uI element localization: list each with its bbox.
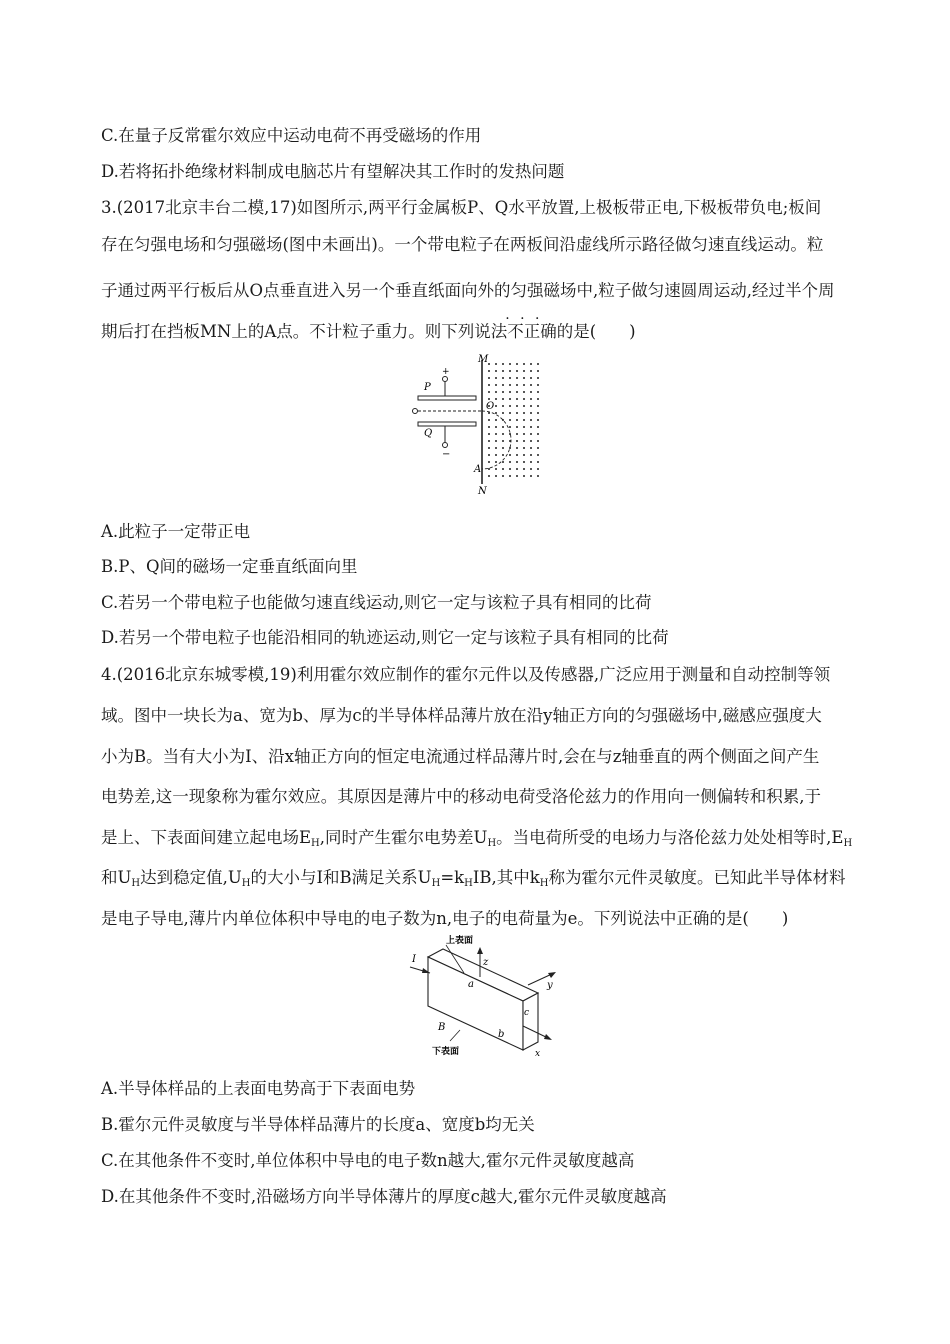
field-dot xyxy=(537,405,539,407)
field-dot xyxy=(523,461,525,463)
label-c: c xyxy=(524,1008,530,1018)
label-y: y xyxy=(547,980,553,991)
label-q: Q xyxy=(424,428,433,439)
field-dot xyxy=(537,440,539,442)
field-dot xyxy=(495,440,497,442)
field-dot xyxy=(516,454,518,456)
field-dot xyxy=(502,433,504,435)
label-top-face: 上表面 xyxy=(446,936,474,946)
field-dot xyxy=(523,370,525,372)
field-dot xyxy=(537,398,539,400)
subscript-h: H xyxy=(431,878,441,889)
subscript-h: H xyxy=(843,838,853,849)
slab-right-face xyxy=(523,993,538,1050)
field-dot xyxy=(488,426,490,428)
field-dot xyxy=(537,475,539,477)
field-dot xyxy=(537,461,539,463)
field-dot xyxy=(523,377,525,379)
field-dot xyxy=(530,433,532,435)
field-dot xyxy=(516,377,518,379)
field-dot xyxy=(509,377,511,379)
field-dot xyxy=(537,454,539,456)
q2-option-c: C.在量子反常霍尔效应中运动电荷不再受磁场的作用 xyxy=(101,126,482,145)
field-dot xyxy=(516,398,518,400)
field-dot xyxy=(530,461,532,463)
field-dot xyxy=(523,468,525,470)
field-dot xyxy=(495,405,497,407)
label-m: M xyxy=(478,354,489,365)
field-dot xyxy=(523,447,525,449)
field-dot xyxy=(509,475,511,477)
field-dot xyxy=(495,412,497,414)
field-dot xyxy=(495,384,497,386)
field-dot xyxy=(488,398,490,400)
q3-figure xyxy=(400,352,550,497)
q3-stem-line-1: 3.(2017北京丰台二模,17)如图所示,两平行金属板P、Q水平放置,上极板带正电,下极板带负电;板间 xyxy=(101,198,822,217)
field-dot xyxy=(516,475,518,477)
field-dot xyxy=(516,384,518,386)
field-dot xyxy=(530,370,532,372)
field-dot xyxy=(523,391,525,393)
q4-stem-line-6 xyxy=(101,868,846,888)
q4-stem-6d: =k xyxy=(440,868,465,887)
q4-option-d: D.在其他条件不变时,沿磁场方向半导体薄片的厚度c越大,霍尔元件灵敏度越高 xyxy=(101,1187,667,1206)
field-dot xyxy=(502,412,504,414)
field-dot xyxy=(530,440,532,442)
label-a: A xyxy=(474,464,482,475)
field-dot xyxy=(530,384,532,386)
q3-stem-line-4 xyxy=(101,322,636,342)
field-dot xyxy=(530,447,532,449)
label-n: N xyxy=(478,486,487,497)
field-dot xyxy=(488,419,490,421)
field-dot xyxy=(523,475,525,477)
field-dot xyxy=(523,363,525,365)
subscript-h: H xyxy=(241,878,251,889)
q4-stem-line-5 xyxy=(101,828,852,848)
field-dot xyxy=(495,447,497,449)
field-dot xyxy=(537,419,539,421)
field-dot xyxy=(502,447,504,449)
field-dot xyxy=(516,440,518,442)
field-dot xyxy=(523,433,525,435)
q3-stem-line-3: 子通过两平行板后从O点垂直进入另一个垂直纸面向外的匀强磁场中,粒子做匀速圆周运动,经过半个周 xyxy=(101,281,835,300)
field-dot xyxy=(502,440,504,442)
label-z: z xyxy=(483,957,489,968)
field-dot xyxy=(516,391,518,393)
field-dot xyxy=(523,419,525,421)
q3-option-a: A.此粒子一定带正电 xyxy=(101,522,251,541)
field-dot xyxy=(530,454,532,456)
field-dot xyxy=(509,468,511,470)
field-dot xyxy=(502,384,504,386)
field-dot xyxy=(502,398,504,400)
field-dot xyxy=(509,461,511,463)
field-dot xyxy=(537,391,539,393)
field-dot xyxy=(509,454,511,456)
field-dot xyxy=(495,398,497,400)
subscript-h: H xyxy=(539,878,549,889)
field-dot xyxy=(509,391,511,393)
q4-stem-line-4: 电势差,这一现象称为霍尔效应。其原因是薄片中的移动电荷受洛伦兹力的作用向一侧偏转和积累,于 xyxy=(101,787,821,806)
field-dot xyxy=(495,419,497,421)
field-dot xyxy=(523,412,525,414)
field-dot xyxy=(488,454,490,456)
field-dot xyxy=(530,475,532,477)
field-dot xyxy=(502,405,504,407)
field-dot xyxy=(516,370,518,372)
q4-stem-5b: ,同时产生霍尔电势差U xyxy=(319,828,488,847)
field-dot xyxy=(537,412,539,414)
field-dot xyxy=(530,426,532,428)
q4-figure xyxy=(408,935,560,1065)
field-dot xyxy=(523,440,525,442)
field-dot xyxy=(495,391,497,393)
field-dot xyxy=(495,370,497,372)
field-dot xyxy=(537,468,539,470)
field-dot xyxy=(530,419,532,421)
field-dot xyxy=(537,433,539,435)
field-dot xyxy=(530,412,532,414)
subscript-h: H xyxy=(487,838,497,849)
q4-stem-6a: 和U xyxy=(101,868,132,887)
q4-stem-6e: IB,其中k xyxy=(472,868,540,887)
field-dot xyxy=(523,405,525,407)
field-dot xyxy=(537,370,539,372)
field-dot xyxy=(516,433,518,435)
subscript-h: H xyxy=(464,878,473,889)
field-dot xyxy=(488,377,490,379)
field-dot xyxy=(502,475,504,477)
field-dot xyxy=(516,468,518,470)
field-dot xyxy=(488,370,490,372)
field-dot xyxy=(502,363,504,365)
field-dot xyxy=(509,398,511,400)
q4-option-c: C.在其他条件不变时,单位体积中导电的电子数n越大,霍尔元件灵敏度越高 xyxy=(101,1151,635,1170)
label-magnetic-b: B xyxy=(438,1022,446,1033)
field-dot xyxy=(502,426,504,428)
field-dot xyxy=(502,468,504,470)
plate-p xyxy=(418,396,476,400)
field-dot xyxy=(502,377,504,379)
q3-stem-4c: 的是( ) xyxy=(556,322,636,341)
label-bottom-face: 下表面 xyxy=(432,1047,460,1057)
q4-stem-6f: 称为霍尔元件灵敏度。已知此半导体材料 xyxy=(548,868,846,887)
field-dot xyxy=(509,412,511,414)
field-dot xyxy=(488,440,490,442)
field-dot xyxy=(530,398,532,400)
field-dot xyxy=(488,391,490,393)
q4-stem-5a: 是上、下表面间建立起电场E xyxy=(101,828,312,847)
field-dot xyxy=(516,363,518,365)
q4-stem-line-1: 4.(2016北京东城零模,19)利用霍尔效应制作的霍尔元件以及传感器,广泛应用于测量和自动控制等领 xyxy=(101,665,831,684)
field-dot xyxy=(502,454,504,456)
q4-stem-6c: 的大小与I和B满足关系U xyxy=(250,868,432,887)
label-x: x xyxy=(535,1049,541,1059)
magnetic-field-dots xyxy=(488,363,539,477)
q2-option-d: D.若将拓扑绝缘材料制成电脑芯片有望解决其工作时的发热问题 xyxy=(101,162,565,181)
field-dot xyxy=(495,461,497,463)
field-dot xyxy=(488,468,490,470)
minus-sign: − xyxy=(442,449,451,460)
q4-stem-line-2: 域。图中一块长为a、宽为b、厚为c的半导体样品薄片放在沿y轴正方向的匀强磁场中,磁感应强度大 xyxy=(101,706,822,725)
q3-option-d: D.若另一个带电粒子也能沿相同的轨迹运动,则它一定与该粒子具有相同的比荷 xyxy=(101,628,669,647)
field-dot xyxy=(509,426,511,428)
field-dot xyxy=(530,377,532,379)
field-dot xyxy=(488,461,490,463)
field-dot xyxy=(502,461,504,463)
q4-stem-line-3: 小为B。当有大小为I、沿x轴正方向的恒定电流通过样品薄片时,会在与z轴垂直的两个侧面之间产生 xyxy=(101,747,820,766)
field-dot xyxy=(509,405,511,407)
field-dot xyxy=(495,475,497,477)
field-dot xyxy=(502,370,504,372)
field-dot xyxy=(537,447,539,449)
label-a: a xyxy=(468,979,474,990)
field-dot xyxy=(488,384,490,386)
field-dot xyxy=(537,426,539,428)
field-dot xyxy=(537,377,539,379)
field-dot xyxy=(516,405,518,407)
field-dot xyxy=(495,363,497,365)
field-dot xyxy=(509,384,511,386)
field-dot xyxy=(495,377,497,379)
q4-option-a: A.半导体样品的上表面电势高于下表面电势 xyxy=(101,1079,416,1098)
field-dot xyxy=(495,468,497,470)
field-dot xyxy=(530,363,532,365)
label-o: O xyxy=(486,401,495,412)
plus-sign: + xyxy=(442,367,450,377)
field-dot xyxy=(495,454,497,456)
q3-option-b: B.P、Q间的磁场一定垂直纸面向里 xyxy=(101,557,358,576)
subscript-h: H xyxy=(131,878,141,889)
field-dot xyxy=(530,405,532,407)
field-dot xyxy=(516,447,518,449)
label-b: b xyxy=(498,1029,505,1040)
q3-emphasis-not-correct: · · · 不正确 xyxy=(507,322,557,341)
field-dot xyxy=(523,384,525,386)
field-dot xyxy=(488,433,490,435)
field-dot xyxy=(488,447,490,449)
q4-option-b: B.霍尔元件灵敏度与半导体样品薄片的长度a、宽度b均无关 xyxy=(101,1115,535,1134)
q4-stem-5c: 。当电荷所受的电场力与洛伦兹力处处相等时,E xyxy=(496,828,844,847)
q3-stem-line-2: 存在匀强电场和匀强磁场(图中未画出)。一个带电粒子在两板间沿虚线所示路径做匀速直线运动。粒 xyxy=(101,235,824,254)
field-dot xyxy=(509,370,511,372)
field-dot xyxy=(530,391,532,393)
label-i: I xyxy=(412,954,416,965)
field-dot xyxy=(516,412,518,414)
field-dot xyxy=(488,475,490,477)
field-dot xyxy=(530,468,532,470)
field-dot xyxy=(523,398,525,400)
field-dot xyxy=(488,363,490,365)
field-dot xyxy=(516,426,518,428)
plate-q xyxy=(418,422,476,426)
field-dot xyxy=(537,384,539,386)
q4-stem-6b: 达到稳定值,U xyxy=(140,868,242,887)
field-dot xyxy=(523,454,525,456)
q4-stem-line-7: 是电子导电,薄片内单位体积中导电的电子数为n,电子的电荷量为e。下列说法中正确的是( ) xyxy=(101,909,789,928)
field-dot xyxy=(516,461,518,463)
field-dot xyxy=(495,433,497,435)
field-dot xyxy=(537,363,539,365)
q3-option-c: C.若另一个带电粒子也能做匀速直线运动,则它一定与该粒子具有相同的比荷 xyxy=(101,593,652,612)
field-dot xyxy=(509,419,511,421)
label-p: P xyxy=(424,382,431,393)
field-dot xyxy=(523,426,525,428)
field-dot xyxy=(509,363,511,365)
q3-stem-4a: 期后打在挡板MN上的A点。不计粒子重力。则下列说法 xyxy=(101,322,508,341)
field-dot xyxy=(495,426,497,428)
subscript-h: H xyxy=(311,838,320,849)
field-dot xyxy=(516,419,518,421)
field-dot xyxy=(502,391,504,393)
